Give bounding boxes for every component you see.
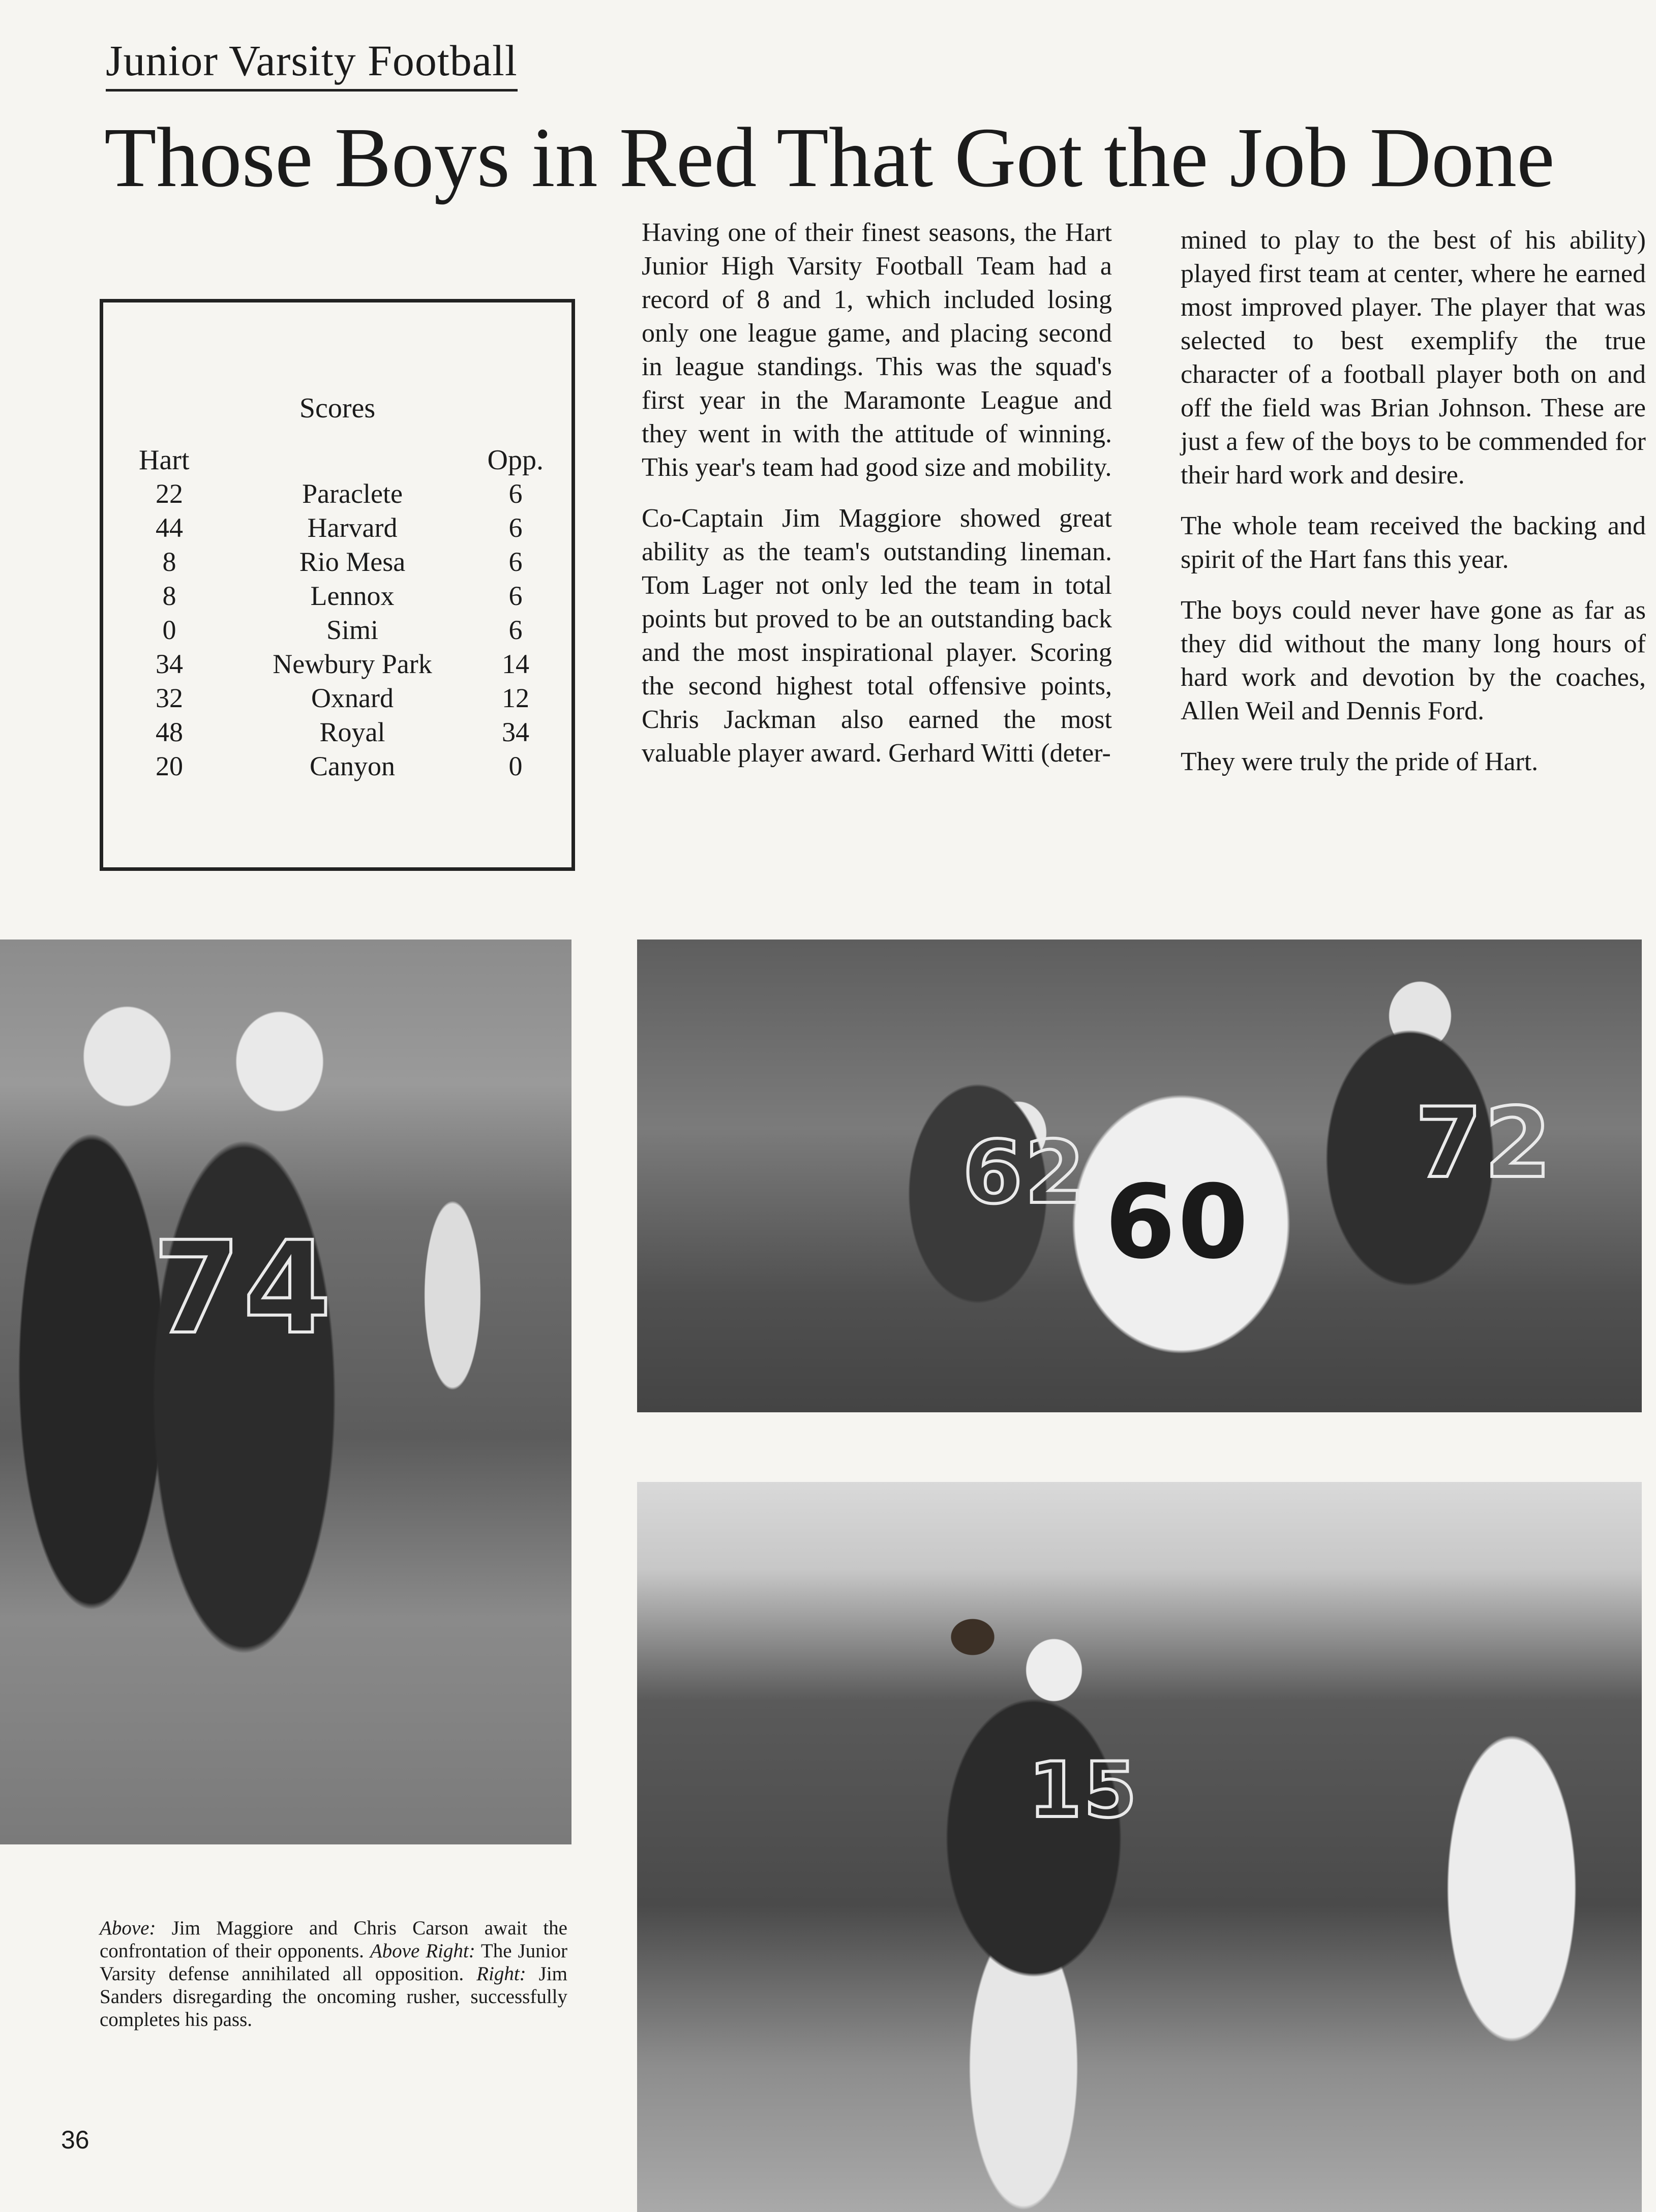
- score-hart: 22: [156, 478, 183, 509]
- score-opponent: 6: [508, 581, 523, 611]
- section-label: Junior Varsity Football: [106, 36, 518, 92]
- article-column-2: [1181, 224, 1646, 796]
- caption-text: Jim Sanders disregarding the oncoming rusher, successfully completes his pass.: [100, 1963, 567, 2031]
- header-hart: Hart: [139, 444, 190, 476]
- caption-text: The Junior Varsity defense annihilated all opposition.: [100, 1940, 567, 1985]
- opponent-name: Lennox: [310, 581, 395, 611]
- score-hart: 8: [162, 547, 176, 577]
- score-opponent: 34: [502, 717, 529, 747]
- opponent-name: Paraclete: [302, 478, 403, 509]
- caption-label: Right:: [476, 1963, 526, 1985]
- opponent-name: Oxnard: [311, 683, 394, 713]
- article-column-1: [642, 216, 1112, 787]
- opponent-name: Rio Mesa: [299, 547, 406, 577]
- opponent-name: Harvard: [307, 512, 398, 543]
- jersey-number: 62: [962, 1123, 1087, 1223]
- header-opponent: Opp.: [487, 444, 544, 476]
- paragraph: They were truly the pride of Hart.: [1181, 747, 1539, 776]
- table-row: [103, 750, 571, 784]
- table-row: [103, 580, 571, 614]
- score-opponent: 6: [508, 512, 523, 543]
- paragraph: mined to play to the best of his ability) played first team at center, where he earned most improved player. The player that was selected to best exemplify the true character of a football player both on and off the field was Brian Johnson. These are just a few of the boys to be commended for their hard work and desire.: [1181, 226, 1646, 490]
- score-opponent: 0: [508, 751, 523, 781]
- jersey-number: 15: [1029, 1746, 1139, 1835]
- jersey-number: 74: [153, 1214, 334, 1362]
- table-row: [103, 716, 571, 750]
- scores-table: [100, 299, 575, 871]
- score-hart: 34: [156, 649, 183, 679]
- scores-title: Scores: [299, 392, 376, 424]
- jersey-number: 72: [1415, 1087, 1554, 1199]
- score-hart: 8: [162, 581, 176, 611]
- table-row: [103, 546, 571, 580]
- score-opponent: 12: [502, 683, 529, 713]
- opponent-name: Canyon: [310, 751, 395, 781]
- caption-label: Above Right:: [370, 1940, 475, 1962]
- photo-players-waiting: [0, 940, 571, 1844]
- score-hart: 44: [156, 512, 183, 543]
- opponent-name: Newbury Park: [273, 649, 432, 679]
- photo-caption: [100, 1917, 567, 2031]
- table-row: [103, 512, 571, 546]
- caption-text: Jim Maggiore and Chris Carson await the confrontation of their opponents.: [100, 1917, 567, 1962]
- page-title: Those Boys in Red That Got the Job Done: [104, 110, 1555, 205]
- score-opponent: 6: [508, 478, 523, 509]
- table-row: [103, 682, 571, 716]
- score-hart: 0: [162, 615, 176, 645]
- table-row: [103, 614, 571, 648]
- photo-quarterback-pass: [637, 1482, 1642, 2212]
- jersey-number: 60: [1105, 1163, 1251, 1282]
- paragraph: The boys could never have gone as far as they did without the many long hours of hard work and devotion by the coaches, Allen Weil and Dennis Ford.: [1181, 596, 1646, 725]
- score-opponent: 6: [508, 615, 523, 645]
- score-hart: 32: [156, 683, 183, 713]
- paragraph: Co-Captain Jim Maggiore showed great ability as the team's outstanding lineman. Tom Lager not only led the team in total points but proved to be an outstanding back and the most inspirational player. Scoring the second highest total offensive points, Chris Jackman also earned the most valuable player award. Gerhard Witti (deter-: [642, 504, 1112, 768]
- paragraph: Having one of their finest seasons, the Hart Junior High Varsity Football Team had a record of 8 and 1, which included losing only one league game, and placing second in league standings. This was the squad's first year in the Maramonte League and they went in with the attitude of winning. This year's team had good size and mobility.: [642, 218, 1112, 482]
- caption-label: Above:: [100, 1917, 156, 1939]
- paragraph: The whole team received the backing and spirit of the Hart fans this year.: [1181, 511, 1646, 574]
- score-hart: 20: [156, 751, 183, 781]
- photo-defense-play: [637, 940, 1642, 1412]
- score-hart: 48: [156, 717, 183, 747]
- table-row: [103, 648, 571, 682]
- score-opponent: 6: [508, 547, 523, 577]
- opponent-name: Simi: [326, 615, 379, 645]
- page-number: 36: [61, 2126, 89, 2154]
- opponent-name: Royal: [319, 717, 385, 747]
- score-opponent: 14: [502, 649, 529, 679]
- table-row: [103, 478, 571, 512]
